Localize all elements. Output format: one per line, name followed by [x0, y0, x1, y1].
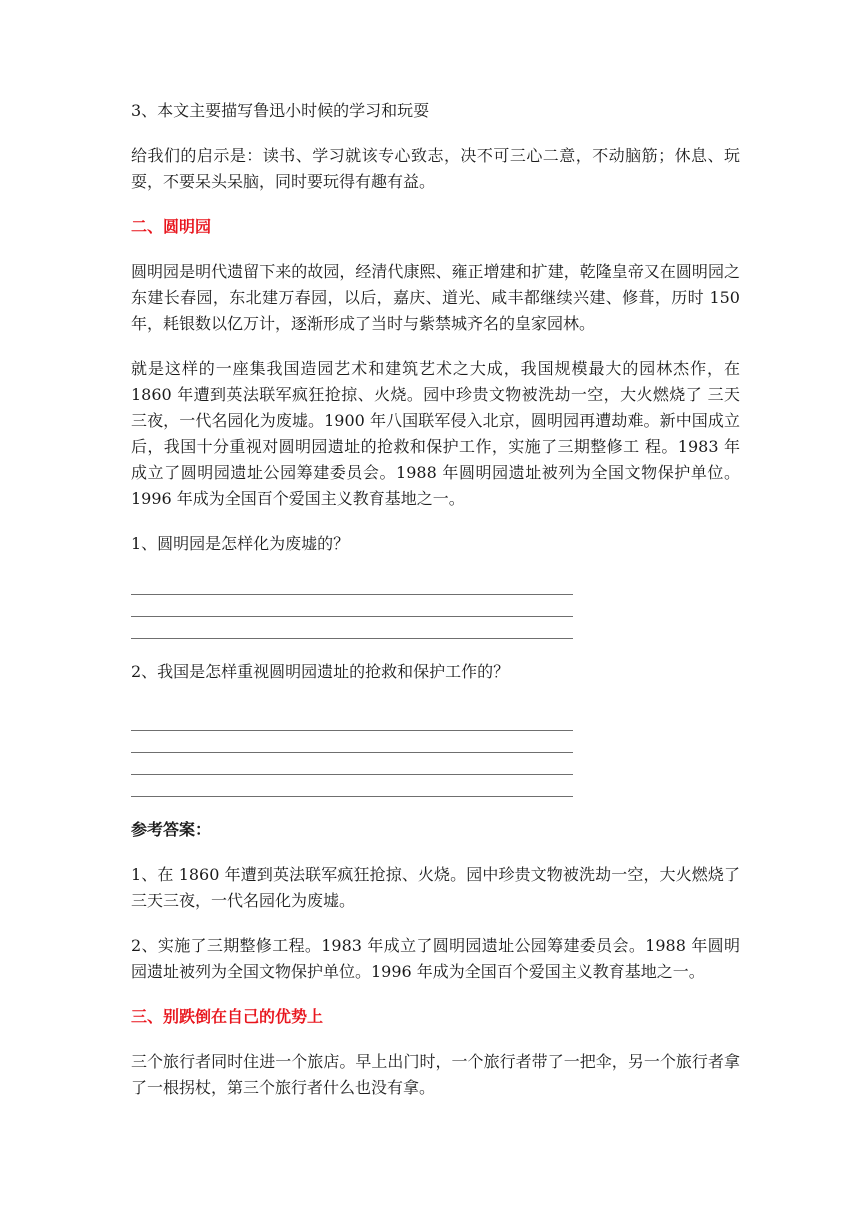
answer-line[interactable]: [131, 775, 573, 797]
answer-1: 1、在 1860 年遭到英法联军疯狂抢掠、火烧。园中珍贵文物被洗劫一空，大火燃烧了三天三夜，一代名园化为废墟。: [131, 865, 740, 910]
question-2: 2、我国是怎样重视圆明园遗址的抢救和保护工作的？: [131, 662, 510, 681]
answers-heading: 参考答案：: [131, 820, 212, 839]
answer-line[interactable]: [131, 617, 573, 639]
section-heading-advantage: 三、别跌倒在自己的优势上: [131, 1007, 324, 1026]
travelers-paragraph: 三个旅行者同时住进一个旅店。早上出门时，一个旅行者带了一把伞，另一个旅行者拿了一根拐杖，第三个旅行者什么也没有拿。: [131, 1052, 740, 1097]
answer-lines-q2[interactable]: [131, 709, 573, 797]
answer-line[interactable]: [131, 573, 573, 595]
answer-lines-q1[interactable]: [131, 573, 573, 639]
question-1: 1、圆明园是怎样化为废墟的？: [131, 534, 350, 553]
answer-2: 2、实施了三期整修工程。1983 年成立了圆明园遗址公园筹建委员会。1988 年圆明园遗址被列为全国文物保护单位。1996 年成为全国百个爱国主义教育基地之一。: [131, 936, 740, 981]
lesson-paragraph: 给我们的启示是：读书、学习就该专心致志，决不可三心二意，不动脑筋；休息、玩耍，不要呆头呆脑，同时要玩得有趣有益。: [131, 146, 740, 191]
yuanmingyuan-paragraph-1: 圆明园是明代遗留下来的故园，经清代康熙、雍正增建和扩建，乾隆皇帝又在圆明园之东建长春园，东北建万春园，以后，嘉庆、道光、咸丰都继续兴建、修葺，历时 150 年，耗银数以亿万计，逐渐形成了当时与紫禁城齐名的皇家园林。: [131, 262, 740, 333]
item-3-text: 3、本文主要描写鲁迅小时候的学习和玩耍: [131, 101, 430, 120]
answer-line[interactable]: [131, 753, 573, 775]
answer-line[interactable]: [131, 709, 573, 731]
section-heading-yuanmingyuan: 二、圆明园: [131, 217, 212, 236]
yuanmingyuan-paragraph-2: 就是这样的一座集我国造园艺术和建筑艺术之大成，我国规模最大的园林杰作，在 1860 年遭到英法联军疯狂抢掠、火烧。园中珍贵文物被洗劫一空，大火燃烧了 三天三夜，一代名园化为废墟。1900 年八国联军侵入北京，圆明园再遭劫难。新中国成立后，我国十分重视对圆明园遗址的抢救和保护工作，实施了三期整修工 程。1983 年成立了圆明园遗址公园筹建委员会。1988 年圆明园遗址被列为全国文物保护单位。1996 年成为全国百个爱国主义教育基地之一。: [131, 359, 740, 508]
answer-line[interactable]: [131, 731, 573, 753]
answer-line[interactable]: [131, 595, 573, 617]
